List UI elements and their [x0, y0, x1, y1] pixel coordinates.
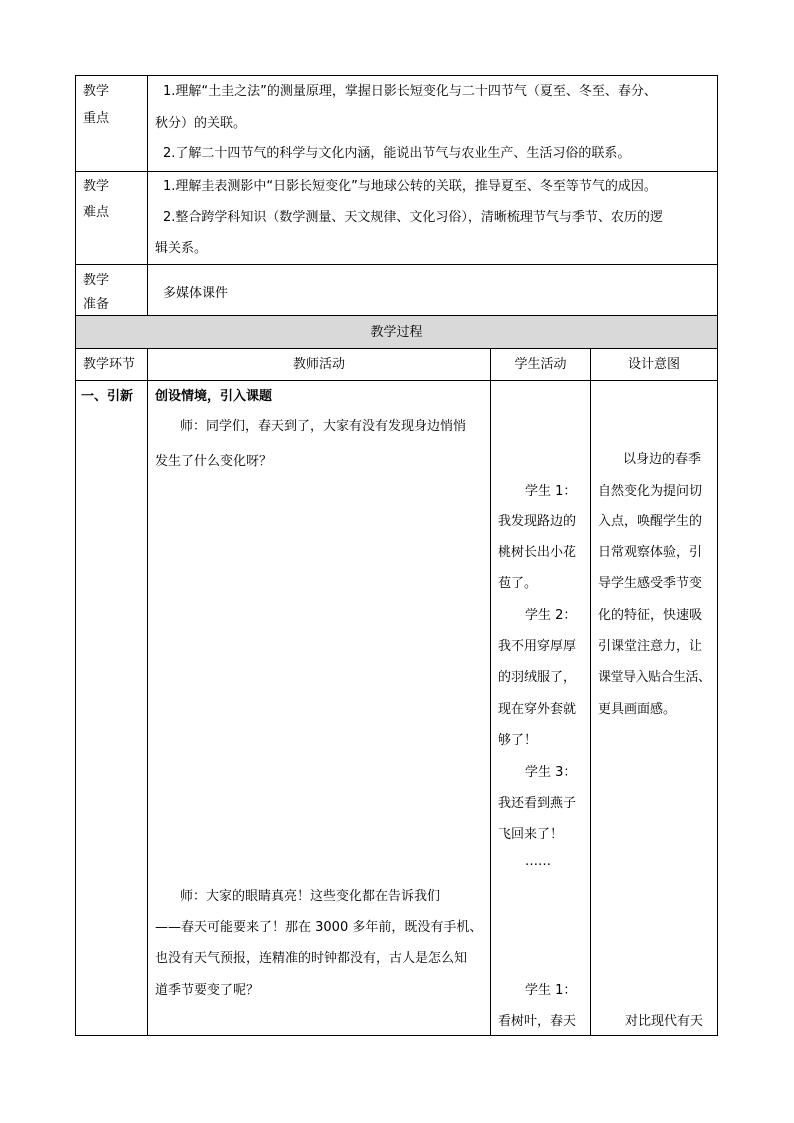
difficulty-line-1: 1.理解圭表测影中“日影长短变化”与地球公转的关联，推导夏至、冬至等节气的成因。 [163, 179, 657, 194]
student-line: 够了！ [498, 733, 538, 748]
teacher-para1-line1: 师：同学们，春天到了，大家有没有发现身边悄悄 [180, 419, 467, 434]
student-line: 学生 3： [525, 765, 577, 780]
teacher-subtitle: 创设情境，引入课题 [155, 389, 273, 404]
difficulty-line-2: 2.整合跨学科知识（数学测量、天文规律、文化习俗），清晰梳理节气与季节、农历的逻 [163, 210, 663, 225]
design-line: 化的特征，快速吸 [598, 608, 703, 623]
student-line: 现在穿外套就 [498, 702, 577, 717]
row-divider-5 [75, 380, 718, 381]
prep-label-2: 准备 [83, 297, 110, 312]
student-line: 飞回来了！ [498, 827, 564, 842]
design-line: 入点，唤醒学生的 [598, 514, 703, 529]
design-line: 对比现代有天 [625, 1014, 704, 1029]
student-line: 学生 2： [525, 608, 577, 623]
difficulty-label-1: 教学 [83, 179, 110, 194]
student-line: 桃树长出小花 [498, 545, 577, 560]
teacher-para2-line1: 师：大家的眼睛真亮！这些变化都在告诉我们 [180, 889, 441, 904]
teacher-para2-line2: ——春天可能要来了！那在 3000 多年前，既没有手机、 [155, 920, 483, 935]
student-line: 看树叶，春天 [498, 1014, 577, 1029]
student-ellipsis: …… [525, 854, 551, 869]
design-line: 更具画面感。 [598, 702, 677, 717]
process-title: 教学过程 [370, 325, 423, 340]
table-border-left [75, 75, 76, 1035]
stage-label: 一、引新 [81, 389, 134, 404]
teacher-para1-line2: 发生了什么变化呀？ [155, 454, 273, 469]
difficulty-line-3: 辑关系。 [155, 241, 208, 256]
design-line: 以身边的春季 [623, 452, 702, 467]
teacher-para2-line3: 也没有天气预报，连精准的时钟都没有，古人是怎么知 [155, 951, 468, 966]
table-border-bottom [75, 1035, 718, 1036]
focus-line-3: 2.了解二十四节气的科学与文化内涵，能说出节气与农业生产、生活习俗的联系。 [163, 146, 631, 161]
table-border-top [75, 75, 718, 76]
label-column-divider [147, 75, 148, 316]
teacher-para2-line4: 道季节要变了呢？ [155, 983, 260, 998]
student-line: 学生 1： [525, 484, 577, 499]
header-student: 学生活动 [514, 357, 567, 372]
design-line: 自然变化为提问切 [598, 484, 703, 499]
header-stage: 教学环节 [83, 357, 136, 372]
header-design: 设计意图 [627, 357, 680, 372]
focus-label-1: 教学 [83, 84, 110, 99]
row-divider-4 [75, 348, 718, 349]
prep-line-1: 多媒体课件 [163, 286, 229, 301]
focus-line-2: 秋分）的关联。 [155, 116, 247, 131]
student-line: 我不用穿厚厚 [498, 639, 577, 654]
focus-label-2: 重点 [83, 111, 110, 126]
design-line: 课堂导入贴合生活、 [598, 670, 711, 685]
table-border-right [717, 75, 718, 1035]
difficulty-label-2: 难点 [83, 205, 110, 220]
process-col-divider-1 [147, 348, 148, 1035]
student-line: 学生 1： [525, 983, 577, 998]
student-line: 的羽绒服了， [498, 670, 577, 685]
row-divider-1 [75, 171, 718, 172]
process-col-divider-2 [490, 348, 491, 1035]
student-line: 我发现路边的 [498, 514, 577, 529]
process-col-divider-3 [590, 348, 591, 1035]
row-divider-2 [75, 264, 718, 265]
header-teacher: 教师活动 [292, 357, 345, 372]
design-line: 引课堂注意力，让 [598, 639, 703, 654]
prep-label-1: 教学 [83, 273, 110, 288]
design-line: 日常观察体验，引 [598, 545, 703, 560]
student-line: 我还看到燕子 [498, 796, 577, 811]
focus-line-1: 1.理解“土圭之法”的测量原理，掌握日影长短变化与二十四节气（夏至、冬至、春分、 [163, 84, 657, 99]
student-line: 苞了。 [498, 576, 538, 591]
design-line: 导学生感受季节变 [598, 576, 703, 591]
